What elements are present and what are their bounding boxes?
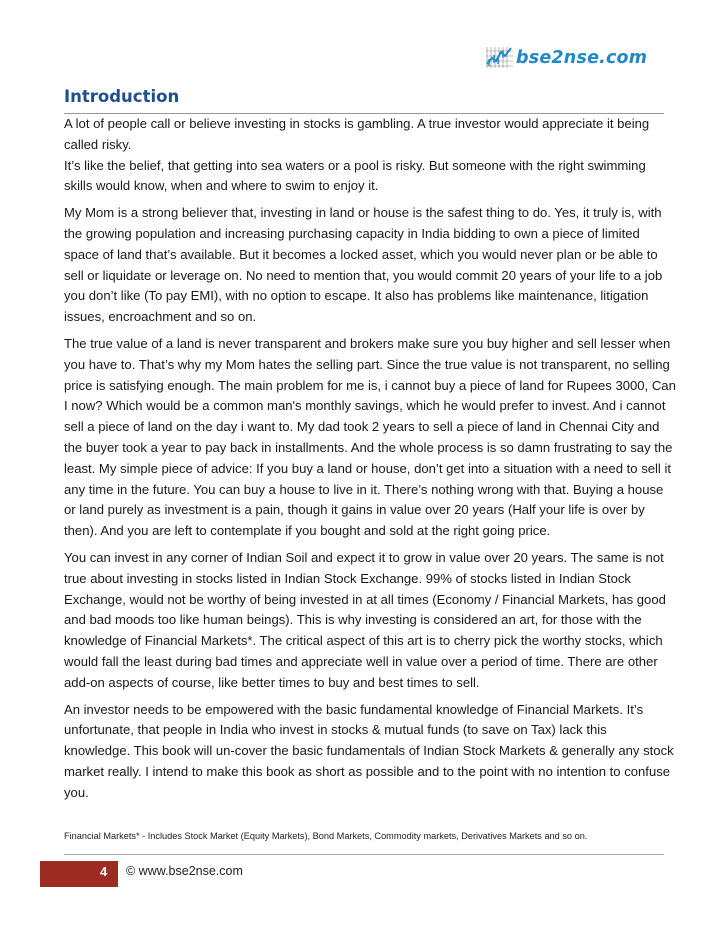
footer-divider [64,854,664,855]
paragraph: You can invest in any corner of Indian Soil and expect it to grow in value over 20 years. The same is not true about investing in stocks listed in Indian Stock Exchange. 99% of stocks listed in Indian Stock Exchange, would not be worthy of being invested in at all times (Economy / Financial Markets, has good and bad moods too like human beings). This is why investing is considered an art, for those with the knowledge of Financial Markets*. The critical aspect of this art is to cherry pick the worthy stocks, which would fall the least during bad times and appreciate well in value over a period of time. There are other add-on aspects of course, like better times to buy and best times to sell. [64,549,666,690]
body-text [64,114,676,810]
chart-logo-icon [485,44,515,70]
paragraph: It’s like the belief, that getting into sea waters or a pool is risky. But someone with the right swimming skills would know, when and where to swim to enjoy it. [64,157,646,194]
paragraph: The true value of a land is never transparent and brokers make sure you buy higher and sell lesser when you have to. That’s why my Mom hates the selling part. Since the true value is not transparent, no selling price is satisfying enough. The main problem for me is, i cannot buy a piece of land for Rupees 3000, Can I now? Which would be a common man's monthly savings, which he would prefer to invest. And i cannot sell a piece of land on the day i want to. My dad took 2 years to sell a piece of land in Chennai City and the buyer took a year to pay back in installments. And the whole process is so damn frustrating to say the least. My simple piece of advice: If you buy a land or house, don’t get into a situation with a need to sell it any time in the future. You can buy a house to live in it. There’s nothing wrong with that. Buying a house or land purely as investment is a pain, though it gains in value over 20 years (Half your life is over by then). And you are left to contemplate if you bought and sold at the right going price. [64,335,676,539]
paragraph: My Mom is a strong believer that, investing in land or house is the safest thing to do. Yes, it truly is, with the growing population and increasing purchasing capacity in India bidding to own a piece of limited space of land that’s available. But it becomes a locked asset, which you would never plan or be able to sell or liquidate or leverage on. No need to mention that, you would commit 20 years of your life to a job you don’t like (To pay EMI), with no option to escape. It also has problems like maintenance, litigation issues, encroachment and so on. [64,205,663,325]
section-heading: Introduction [64,87,180,106]
footnote: Financial Markets* - Includes Stock Market (Equity Markets), Bond Markets, Commodity markets, Derivatives Markets and so on. [64,831,588,841]
site-logo [485,44,671,70]
page-number: 4 [100,864,108,879]
paragraph: An investor needs to be empowered with the basic fundamental knowledge of Financial Markets. It’s unfortunate, that people in India who invest in stocks & mutual funds (to save on Tax) lack this knowledge. This book will un-cover the basic fundamentals of Indian Stock Markets & generally any stock market really. I intend to make this book as short as possible and to the point with no intention to confuse you. [64,701,674,800]
logo-text: bse2nse.com [516,48,648,68]
footer-site: © www.bse2nse.com [126,864,243,878]
paragraph: A lot of people call or believe investing in stocks is gambling. A true investor would appreciate it being called risky. [64,116,650,152]
